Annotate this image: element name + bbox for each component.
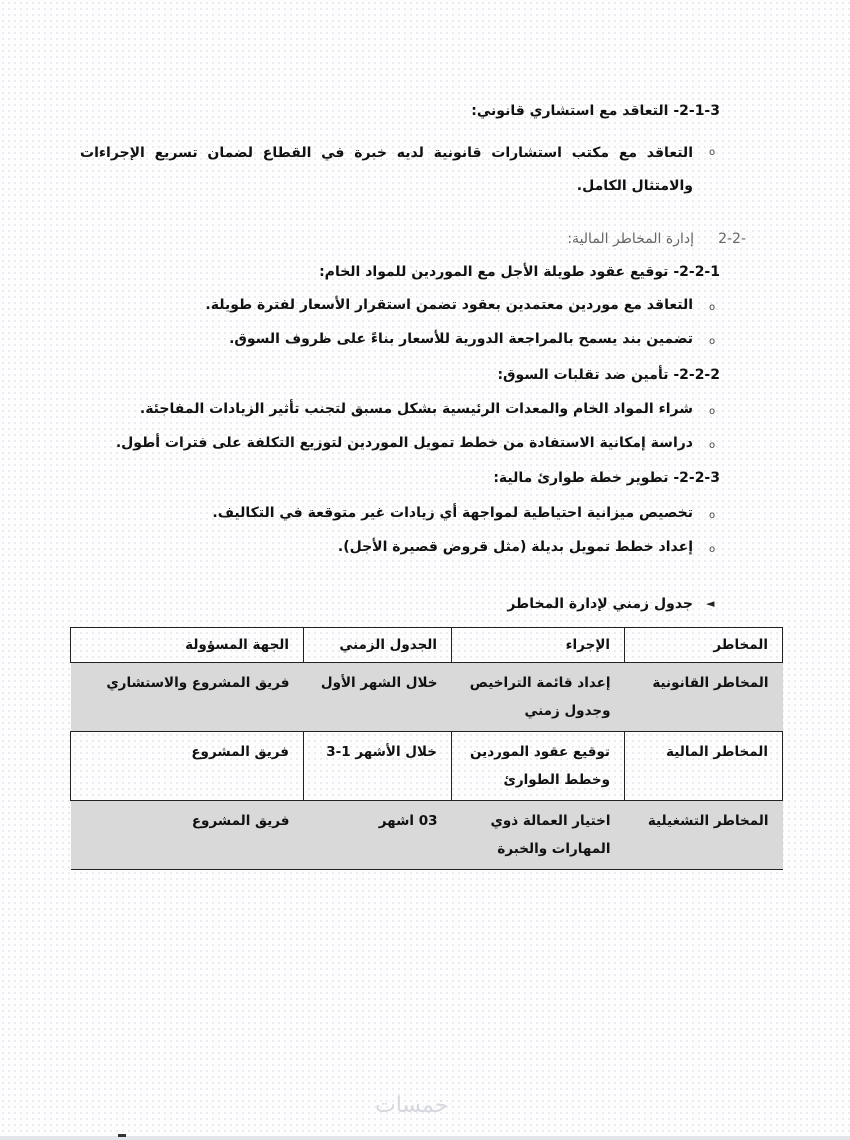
table-cell: فريق المشروع [71,801,304,870]
table-cell: اختيار العمالة ذوي المهارات والخبرة [452,801,625,870]
bullet-icon: o [709,510,716,521]
heading-2-2-3: 2-2-3- تطوير خطة طوارئ مالية: [493,470,720,486]
heading-2-2-1: 2-2-1- توقيع عقود طويلة الأجل مع الموردين للمواد الخام: [319,264,720,280]
table-cell: توقيع عقود الموردين وخطط الطوارئ [452,732,625,801]
table-row [71,801,783,870]
risk-schedule-table [70,627,783,870]
table-cell: 03 اشهر [304,801,452,870]
bullet-icon: o [709,544,716,555]
table-row [71,663,783,732]
header-cell: المخاطر [625,628,783,663]
arrow-bullet-icon: ◄ [706,597,715,610]
table-header-row [71,628,783,663]
bullet-icon: o [709,302,716,313]
bullet-text: شراء المواد الخام والمعدات الرئيسية بشكل مسبق لتجنب تأثير الزيادات المفاجئة. [139,401,693,417]
table-title: جدول زمني لإدارة المخاطر [507,596,693,612]
table-row [71,732,783,801]
table-cell: المخاطر المالية [625,732,783,801]
bullet-icon: o [709,147,716,158]
header-cell: الإجراء [452,628,625,663]
heading-2-1-3: 2-1-3- التعاقد مع استشاري قانوني: [471,103,720,119]
section-number-2-2: -2-2 [718,231,746,247]
table-cell: فريق المشروع والاستشاري [71,663,304,732]
page-mark [118,1134,126,1137]
header-cell: الجدول الزمني [304,628,452,663]
watermark-logo: خمسات [375,1093,449,1118]
heading-2-2-2: 2-2-2- تأمين ضد تقلبات السوق: [497,367,720,383]
table-cell: إعداد قائمة التراخيص وجدول زمني [452,663,625,732]
table-cell: خلال الشهر الأول [304,663,452,732]
bullet-text: التعاقد مع موردين معتمدين بعقود تضمن استقرار الأسعار لفترة طويلة. [205,297,693,313]
bullet-icon: o [709,406,716,417]
table-cell: خلال الأشهر 1-3 [304,732,452,801]
bullet-text: دراسة إمكانية الاستفادة من خطط تمويل الموردين لتوزيع التكلفة على فترات أطول. [115,435,693,451]
page-bottom-edge [0,1136,850,1140]
bullet-icon: o [709,440,716,451]
table-cell: المخاطر التشغيلية [625,801,783,870]
header-cell: الجهة المسؤولة [71,628,304,663]
table-cell: المخاطر القانونية [625,663,783,732]
bullet-text: إعداد خطط تمويل بديلة (مثل قروض قصيرة الأجل). [337,539,693,555]
bullet-text: تضمين بند يسمح بالمراجعة الدورية للأسعار بناءً على ظروف السوق. [229,331,693,347]
heading-2-2: إدارة المخاطر المالية: [567,231,694,247]
bullet-icon: o [709,336,716,347]
table-cell: فريق المشروع [71,732,304,801]
bullet-text: تخصيص ميزانية احتياطية لمواجهة أي زيادات غير متوقعة في التكاليف. [212,505,693,521]
bullet-text: التعاقد مع مكتب استشارات قانونية لديه خبرة في القطاع لضمان تسريع الإجراءات والامتثال الكامل. [80,145,693,194]
